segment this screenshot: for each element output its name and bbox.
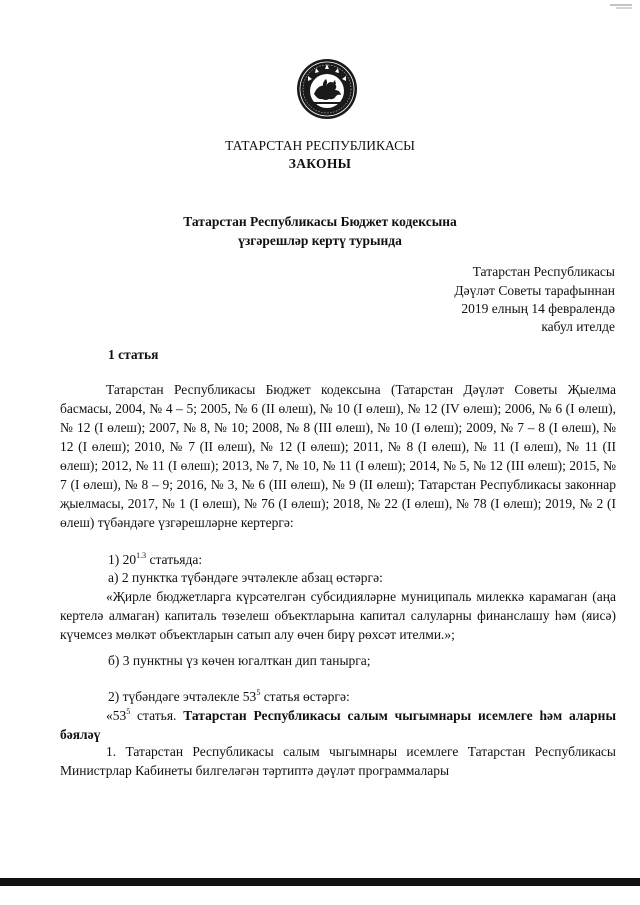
header-law: ЗАКОНЫ <box>288 156 352 171</box>
point1-paragraph: 1. Татарстан Республикасы салым чыгымнары исемлеге Татарстан Республикасы Министрлар Кабинеты билгеләгән тәртиптә дәүләт программалары <box>60 744 616 778</box>
article-intro-paragraph: Татарстан Республикасы Бюджет кодексына (Татарстан Дәүләт Советы Җыелма басмасы, 2004, № 4 – 5; 2005, № 6 (II өлеш), № 10 (I өлеш), № 12 (IV өлеш); 2006, № 6 (I өлеш), № 12 (I өлеш); 2007, № 8, № 10; 2008, № 8 (III өлеш), № 10 (I өлеш); 2009, № 7 – 8 (I өлеш), № 12 (I өлеш); 2010, № 7 (II өлеш), № 12 (I өлеш); 2011, № 8 (I өлеш), № 11 (I өлеш), № 11 (II өлеш); 2012, № 11 (I өлеш); 2013, № 7, № 10, № 11 (I өлеш); 2014, № 5, № 12 (III өлеш); 2015, № 7 (I өлеш), № 8 – 9; 2016, № 3, № 6 (III өлеш), № 9 (II өлеш); Татарстан Республикасы законнар җыелмасы, 2017, № 1 (I өлеш), № 76 (I өлеш); 2018, № 22 (I өлеш), № 78 (I өлеш); 2019, № 2 (I өлеш) түбәндәге үзгәрешләрне кертергә: <box>60 382 616 530</box>
item1-suffix: статьяда: <box>146 552 203 567</box>
item1a-line: а) 2 пунктка түбәндәге эчтәлекле абзац өстәргә: <box>108 570 383 585</box>
new-article-title: Татарстан Республикасы салым чыгымнары исемлеге һәм аларны бәяләү <box>60 708 616 742</box>
item1-prefix: 1) 20 <box>108 552 137 567</box>
law-title-line1: Татарстан Республикасы Бюджет кодексына <box>183 214 457 229</box>
item2-line <box>108 687 350 706</box>
tatarstan-emblem-icon <box>296 58 358 120</box>
law-title-line2: үзгәрешләр кертү турында <box>238 233 402 248</box>
new-article-heading <box>60 706 616 744</box>
new-article-prefix: «53 <box>106 708 127 723</box>
article-heading: 1 статья <box>108 347 159 362</box>
adoption-line1: Татарстан Республикасы <box>472 264 615 279</box>
item1-sup: 1.3 <box>136 551 147 560</box>
new-article-label: статья. <box>130 708 177 723</box>
scan-corner-mark <box>608 2 634 12</box>
scan-bottom-border <box>0 878 640 886</box>
item1-line <box>108 550 202 569</box>
new-article-sup: 5 <box>126 707 131 716</box>
header-republic: ТАТАРСТАН РЕСПУБЛИКАСЫ <box>225 138 415 153</box>
adoption-line4: кабул ителде <box>541 319 615 334</box>
item1b-line: б) 3 пунктны үз көчен югалткан дип танырга; <box>108 653 371 668</box>
item2-prefix: 2) түбәндәге эчтәлекле 53 <box>108 689 257 704</box>
item2-suffix: статья өстәргә: <box>260 689 350 704</box>
quoted-paragraph: «Җирле бюджетларга күрсәтелгән субсидияләрне муниципаль милеккә карамаган (аңа кертелә алмаган) капиталь төзелеш объектларына капитал салуларны финанслашу һәм (яисә) күчемсез мөлкәт объектларын сатып алу өчен бирү рөхсәт ителми.»; <box>60 589 616 642</box>
adoption-line3: 2019 елның 14 февралендә <box>461 301 615 316</box>
item2-sup: 5 <box>256 688 261 697</box>
adoption-line2: Дәүләт Советы тарафыннан <box>454 283 615 298</box>
